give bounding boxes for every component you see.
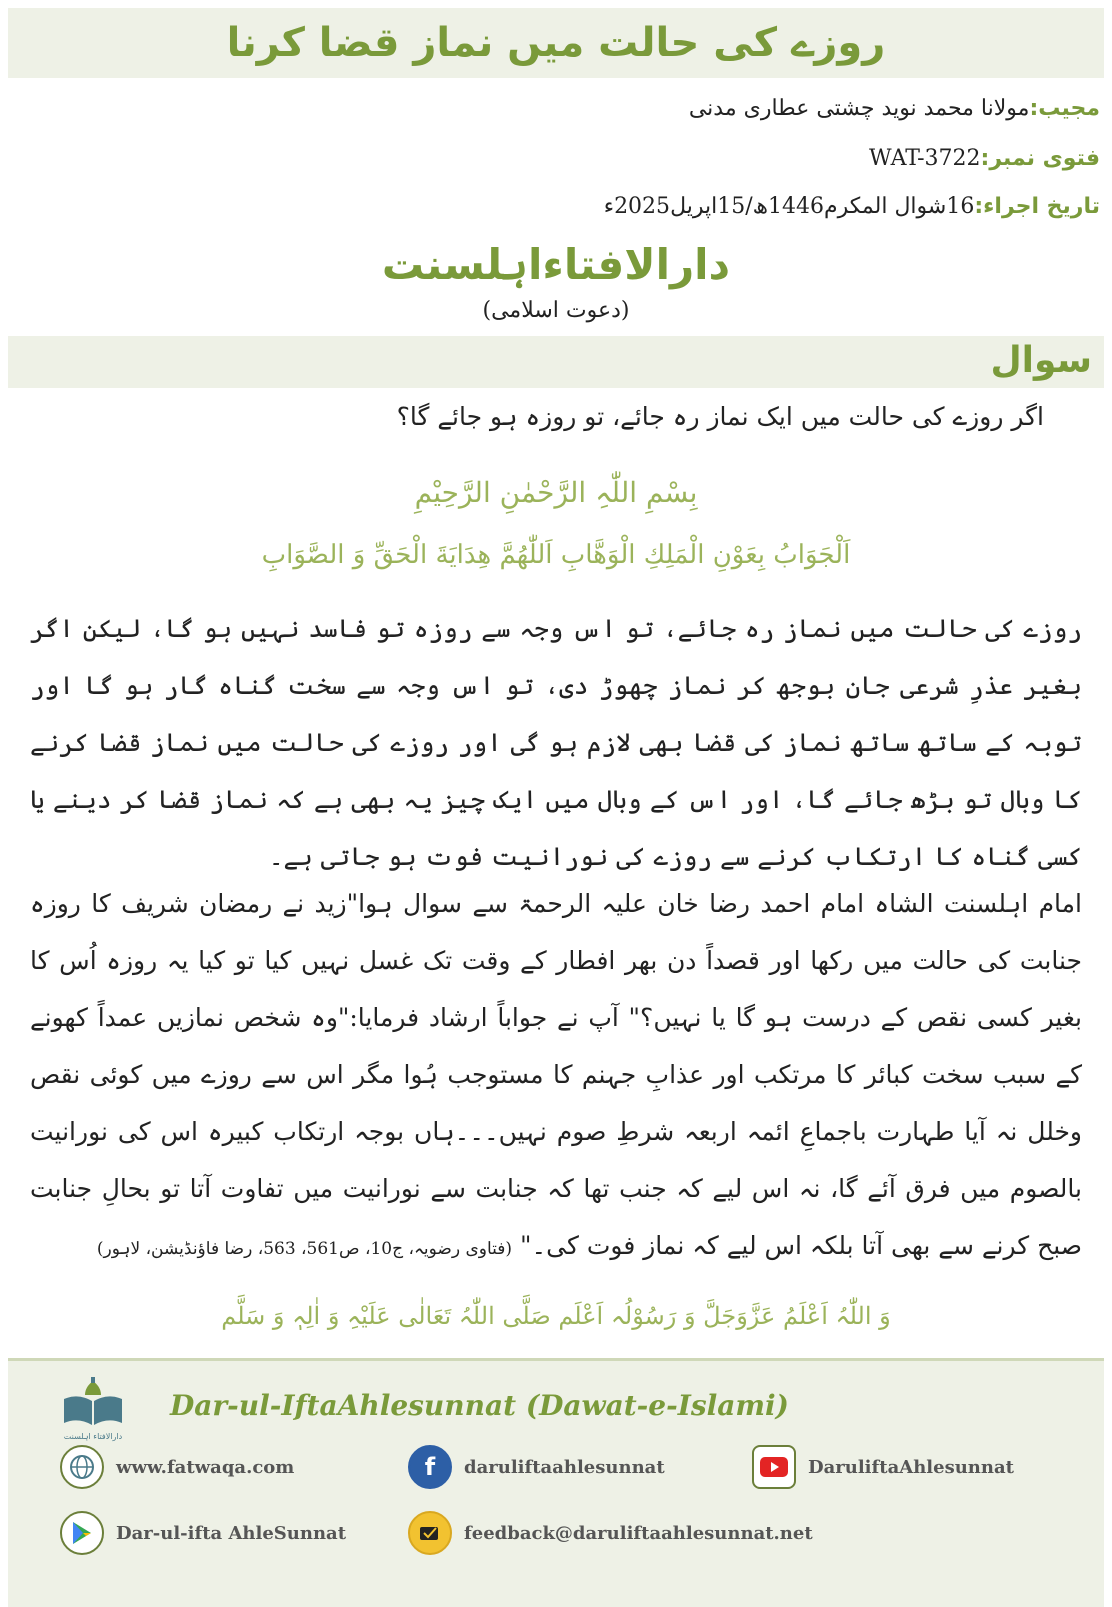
- website-link[interactable]: [60, 1445, 294, 1489]
- answer-paragraph-2: [30, 875, 1082, 1278]
- page-title: روزے کی حالت میں نماز قضا کرنا: [226, 20, 886, 66]
- mujeeb-row: [689, 96, 1100, 121]
- facebook-link[interactable]: [408, 1445, 665, 1489]
- facebook-icon: f: [408, 1445, 452, 1489]
- playstore-text: Dar-ul-ifta AhleSunnat: [116, 1522, 347, 1544]
- website-text: www.fatwaqa.com: [116, 1456, 295, 1478]
- question-heading: سوال: [990, 340, 1092, 381]
- fatwa-number-label: فتوی نمبر:: [980, 146, 1100, 171]
- mujeeb-label: مجیب:: [1029, 96, 1100, 121]
- title-bar: [8, 8, 1104, 78]
- email-link[interactable]: [408, 1511, 813, 1555]
- question-text: اگر روزے کی حالت میں ایک نماز رہ جائے، تو روزہ ہو جائے گا؟: [396, 402, 1044, 431]
- facebook-text: daruliftaahlesunnat: [464, 1456, 665, 1478]
- play-store-icon: [60, 1511, 104, 1555]
- bismillah: بِسْمِ اللّٰہِ الرَّحْمٰنِ الرَّحِیْمِ: [414, 476, 698, 509]
- closing-dua: وَ اللّٰہُ اَعْلَمُ عَزَّوَجَلَّ وَ رَسُوْلُہ اَعْلَم صَلَّی اللّٰہُ تَعَالٰی عَلَیْہِ وَ اٰلِہٖ وَ سَلَّم: [221, 1302, 891, 1330]
- youtube-icon: [752, 1445, 796, 1489]
- playstore-link[interactable]: [60, 1511, 346, 1555]
- answer-reference: (فتاوی رضویہ، ج10، ص561، 563، رضا فاؤنڈیشن، لاہور): [96, 1239, 513, 1259]
- institution-sub: (دعوت اسلامی): [482, 298, 630, 323]
- question-heading-bar: [8, 336, 1104, 388]
- email-text: feedback@daruliftaahlesunnat.net: [464, 1522, 813, 1544]
- youtube-link[interactable]: [752, 1445, 1014, 1489]
- brand-name: Dar-ul-IftaAhlesunnat (Dawat-e-Islami): [170, 1389, 789, 1422]
- answer-quote: امام اہلسنت الشاہ امام احمد رضا خان علیہ الرحمۃ سے سوال ہوا"زید نے رمضان شریف کا روزہ جنابت کی حالت میں رکھا اور قصداً دن بھر افطار کے وقت تک غسل نہیں کیا تو کیا یہ روزہ اُس کا بغیر کسی نقص کے درست ہو گا یا نہیں؟" آپ نے جواباً ارشاد فرمایا:"وہ شخص نمازیں عمداً کھونے کے سبب سخت کبائر کا مرتکب اور عذابِ جہنم کا مستوجب ہُوا مگر اس سے روزے میں کوئی نقص وخلل نہ آیا طہارت باجماعِ ائمہ اربعہ شرطِ صوم نہیں۔۔۔ہاں بوجہ ارتکاب کبیرہ اس کی نورانیت بالصوم میں فرق آئے گا، نہ اس لیے کہ جنب تھا کہ جنابت سے نورانیت میں تفاوت آتا تو بحالِ جنابت صبح کرنے سے بھی آتا بلکہ اس لیے کہ نماز فوت کی۔": [30, 889, 1083, 1260]
- darul-ifta-logo-icon: [56, 1373, 130, 1447]
- mujeeb-value: مولانا محمد نوید چشتی عطاری مدنی: [688, 96, 1030, 121]
- svg-text:دارالافتاء اہلسنت: دارالافتاء اہلسنت: [63, 1432, 123, 1441]
- globe-icon: [60, 1445, 104, 1489]
- youtube-text: DaruliftaAhlesunnat: [808, 1456, 1014, 1478]
- institution-name: دارالافتاءاہلسنت: [381, 240, 731, 289]
- jawab-heading: اَلْجَوَابُ بِعَوْنِ الْمَلِكِ الْوَهَّابِ اَللّٰهُمَّ هِدَايَةَ الْحَقِّ وَ الصَّوَابِ: [261, 540, 851, 570]
- fatwa-number-value: WAT-3722: [869, 146, 981, 171]
- fatwa-number-row: [869, 146, 1100, 171]
- issue-date-row: [604, 194, 1100, 219]
- issue-date-label: تاریخ اجراء:: [974, 194, 1100, 219]
- issue-date-value: 16شوال المکرم1446ھ/15اپریل2025ء: [603, 194, 975, 219]
- answer-paragraph-1: روزے کی حالت میں نماز رہ جائے، تو اس وجہ سے روزہ تو فاسد نہیں ہو گا، لیکن اگر بغیر عذرِ شرعی جان بوجھ کر نماز چھوڑ دی، تو اس وجہ سے سخت گناہ گار ہو گا اور توبہ کے ساتھ ساتھ نماز کی قضا بھی لازم ہو گی اور روزے کی حالت میں نماز قضا کرنے کا وبال تو بڑھ جائے گا، اور اس کے وبال میں ایک چیز یہ بھی ہے کہ نماز قضا کر دینے یا کسی گناہ کا ارتکاب کرنے سے روزے کی نورانیت فوت ہو جاتی ہے۔: [30, 614, 1082, 871]
- footer: [8, 1358, 1104, 1607]
- feedback-icon: [408, 1511, 452, 1555]
